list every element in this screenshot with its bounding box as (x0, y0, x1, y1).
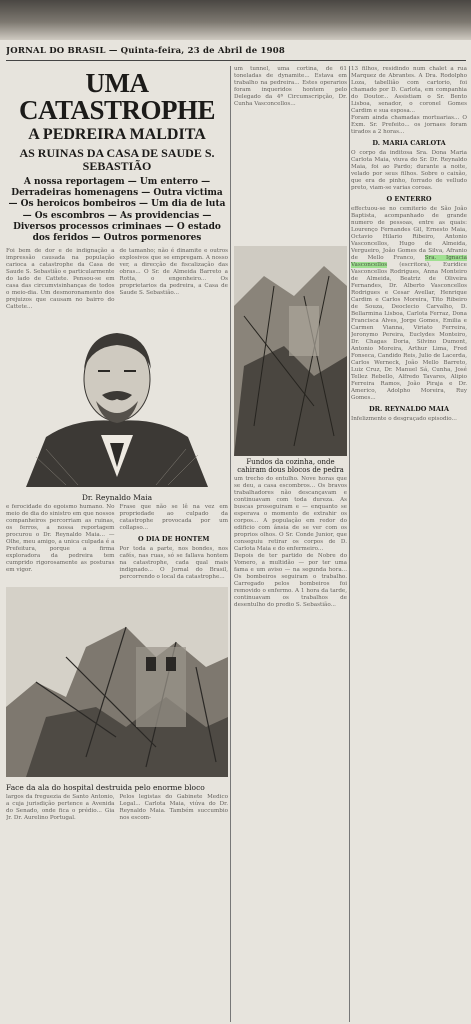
middle-bottom-text: Depois de ter partido de Nobre do Vomero, a multidão — por ter uma fama e um aviso — na segunda hora... Os bombeiros seguiram o trabalho. Carregado pelos bombeiros foi removido o enfermo. A 1 hora da tarde, continuavam os trabalhos de desentulho do predio S. Sebastião... (234, 553, 347, 608)
middle-top-text: um tunnel, uma cortina, de 61 toneladas de dynamite... Estava em trabalho na pedreira... Estes operarios foram inqueridos hontem pelo Delegado da 4ª Circumscripção, Dr. Cunha Vasconcellos... (234, 66, 347, 107)
scan-shadow (0, 0, 471, 40)
column-middle (234, 66, 347, 1022)
photo-left-caption: Face da ala do hospital destruida pelo enorme bloco (6, 783, 205, 793)
body-paragraphs (6, 504, 228, 581)
section-heading-enterro: O ENTERRO (386, 195, 432, 203)
footer-left: largos da freguezia de Santo Antonio, a cuja jurisdição pertence a Avenida do Senado, onde fica o prédio... Gia Jr. Dr. Aurelino Portugal. (6, 794, 115, 822)
section-heading-dia: O DIA DE HONTEM (138, 535, 210, 544)
portrait-engraving (6, 317, 228, 487)
enterro-before: effectuou-se no cemiterio de São João Baptista, acompanhado de grande numero de pessoas, entre as quais: Lourenço Fernandes Gil, Ernesto Maia, Octavio Hilario Ribeiro, Antonio Vasconcellos, Hugo de Almeida, Vergueiro, João Gomes da Silva, Afranio de Mello Franco, (351, 206, 467, 261)
portrait-caption: Dr. Reynaldo Maia (81, 493, 153, 503)
masthead: JORNAL DO BRASIL — Quinta-feira, 23 de Abril de 1908 (6, 46, 466, 61)
column-right (351, 66, 467, 1022)
headline-title: UMA CATASTROPHE (18, 68, 216, 125)
ruins-photo-left (6, 587, 228, 777)
lead-left: Foi bem de dor e de indignação a impressão causada na população carioca a catastrophe da Casa de Saude S. Sebastião e particularmente do lado de Cattete. Pensou-se em casa das circumvisinhanças de todos o meio-dia. Um desmoronamento dos prejuizos que causam no bairro do Cattete... (6, 248, 115, 311)
highlighted-name[interactable]: Sra. Ignacia Vasconcellos (351, 255, 467, 268)
body-right-2: Por toda a parte, nos bondes, nos cafés, nas ruas, só se fallava hontem na catastrophe, cada qual mais indignado... O Jornal do Brasil, percorrendo o local da catastrophe... (119, 546, 228, 581)
column-rule (230, 66, 231, 1022)
section-heading-carlota: D. MARIA CARLOTA (372, 139, 446, 147)
middle-after-text: um trecho do entulho. Nove horas que se deu, a casa escombros... Os bravos trabalhadores não descançavam e continuavam com toda dureza. As buscas proseguiram e — enquanto se esperava o momento de extrahir os corpos... A população em redor do edificio com ânsia de se ver com os proprios olhos. O Sr. Conde Junior, que conseguiu retirar os corpos de D. Carlota Maia e do enfermeiro... (234, 476, 347, 552)
column-rule (349, 66, 350, 1022)
reynaldo-text: Infelizmente o desgraçado episodio... (351, 416, 457, 422)
body-left: e ferocidade do egoismo humano. No meio de dia do sinistro em que nossos companheiros percorriam as ruinas, os ferros, a nossa reportagem procurou o Dr. Reynaldo Maia... — Olhe, meu amigo, a unica culpada é a Prefeitura, porque a firma exploradora da pedreira tem cumprido rigorosamente as posturas em vigor. (6, 504, 115, 574)
footer-paragraphs (6, 794, 228, 822)
headline-subtitle-2: AS RUINAS DA CASA DE SAUDE S. SEBASTIÃO (19, 145, 215, 173)
lead-paragraphs (6, 248, 228, 311)
right-top-text: 13 filhos, residindo num chalet a rua Marquez de Abrantes. A Dra. Rodolpho Loza, tabellião com cartorio, foi chamado por D. Carlota, em companhia do Doutor... Assistiam o Sr. Bento Lisboa, senador, o coronel Gomes Cardim e sua esposa... (351, 66, 467, 114)
lead-right: de tamanho; não é dinamite e outros explosivos que se empregam. A nosso ver, a direcção de fiscalização das obras... O Sr. de Almeida Barreto a Rotta, o engenheiro... Os proprietarios da pedreira, a Casa de Saude S. Sebastião... (119, 248, 228, 297)
enterro-after: (escritora), Euridice Vasconcellos Rodrigues, Anna Monteiro de Almeida, Beatriz de Oliveira Fernandes, Dr. Alberto Vasconcellos Rodrigues e Cesar Avellar, Henrique Cardim e Carlos Moreira, Tito Ribeiro de Souza, Deoclecio Carvalho, D. Bellarmina Lisboa, Carlota Ferraz, Dona Francisca Alves, Jorge Gomes, Emilia e Carmen Vianna, Viriato Ferreira, Jeronymo Pereira, Euclydes Monteiro, Dr. Chagas Doria, Silvino Dumont, Antonio Moreira, Arthur Lima, Fred Fonseca, Candido Reis, Julio de Lacerda, Carlos Werneck, João Mello Barreto, Luiz Cruz, Dr. Manuel Sá, Cunha, José Tellez Rebello, Alfredo Tavares, Alipio Ferreira Ramos, João Piraja e Dr. Americo, Adolpho Moreira, Ruy Gomes... (351, 262, 467, 401)
footer-right: Pelos legistas do Gabinete Medico Legal... Carlota Maia, viúva do Dr. Reynaldo Maia. Também succumbio nos escom- (119, 794, 228, 822)
headline-summary: A nossa reportagem — Um enterro — Derradeiras homenagens — Outra victima — Os heroicos bombeiros — Um dia de luta — Os escombros — As providencias — Diversos processos criminaes — O estado dos feridos — Outros pormenores (8, 176, 226, 244)
section-heading-reynaldo: DR. REYNALDO MAIA (369, 405, 449, 413)
kitchen-ruins-photo (234, 246, 347, 456)
carlota-text: O corpo da inditosa Sra. Dona Maria Carlota Maia, viuva do Sr. Dr. Reynaldo Maia, foi ao Pardo; durante a noite, velado por seus filhos. Sobre o caixão, que era de pinho, forrado de velludo preto, viam-se varias coroas. (351, 150, 467, 191)
headline-subtitle: A PEDREIRA MALDITA (28, 126, 206, 143)
right-mid-text: Foram ainda chamadas mortuarias... O Exm. Sr. Prefeito... os jornaes foram tirados a 2 horas... (351, 115, 467, 135)
body-right: Frase que não se lê na vez em propriedade ao culpado da catastrophe provocada por um collapso... (119, 504, 228, 532)
column-main-article (6, 66, 228, 1022)
enterro-text (351, 206, 467, 402)
kitchen-photo-caption: Fundos da cozinha, onde cahiram dous blocos de pedra (237, 458, 344, 474)
